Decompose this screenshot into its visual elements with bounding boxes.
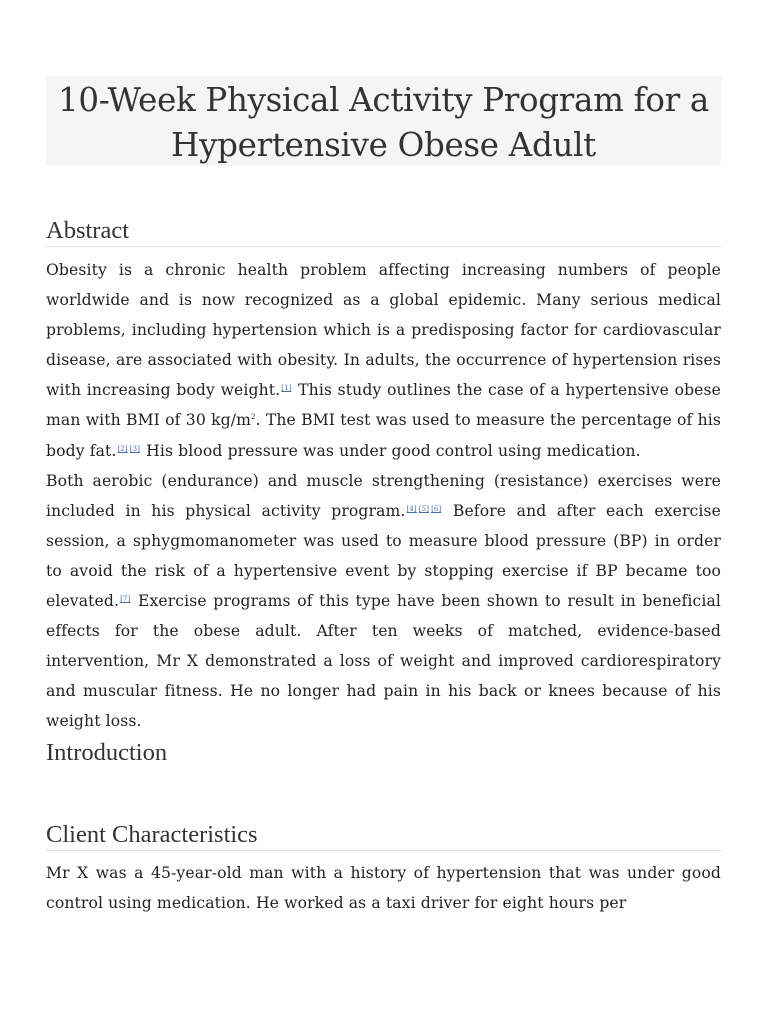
client-paragraph-1: Mr X was a 45-year-old man with a history of hypertension that was under good control using medication. He worked as a taxi driver for eight hours per bbox=[46, 863, 721, 912]
client-characteristics-heading: Client Characteristics bbox=[46, 821, 721, 851]
abstract-p1-text-1: Obesity is a chronic health problem affecting increasing numbers of people worldwide and is now recognized as a global epidemic. Many serious medical problems, including hypertension which is a predisposing factor for cardiovascular disease, are associated with obesity. In adults, the occurrence of hypertension rises with increasing body weight. bbox=[46, 261, 721, 400]
citation-link-6[interactable]: [6] bbox=[431, 504, 442, 513]
abstract-p2-text-3: Exercise programs of this type have been shown to result in beneficial effects for the obese adult. After ten weeks of matched, evidence-based intervention, Mr X demonstrated a loss of weight and improved cardiorespiratory and muscular fitness. He no longer had pain in his back or knees because of his weight loss. bbox=[46, 592, 721, 731]
abstract-heading: Abstract bbox=[46, 217, 721, 247]
abstract-paragraph-1 bbox=[46, 255, 721, 466]
abstract-p1-text-3: . The BMI test was used to measure the percentage of his body fat. bbox=[46, 411, 721, 460]
abstract-paragraph-2 bbox=[46, 466, 721, 737]
abstract-p2-text-2: Before and after each exercise session, a sphygmomanometer was used to measure blood pressure (BP) in order to avoid the risk of a hypertensive event by stopping exercise if BP became too elevated. bbox=[46, 501, 721, 611]
citation-link-1[interactable]: [1] bbox=[281, 384, 292, 393]
introduction-heading: Introduction bbox=[46, 738, 168, 766]
citation-link-3[interactable]: [3] bbox=[129, 444, 141, 453]
abstract-p2-text-1: Both aerobic (endurance) and muscle strengthening (resistance) exercises were included in his physical activity program. bbox=[46, 471, 721, 520]
article-title: 10-Week Physical Activity Program for a Hypertensive Obese Adult bbox=[46, 76, 721, 166]
abstract-p1-text-2: This study outlines the case of a hypertensive obese man with BMI of 30 kg/m bbox=[46, 381, 722, 430]
unit-superscript: 2 bbox=[251, 413, 256, 422]
citation-link-5[interactable]: [5] bbox=[418, 504, 430, 513]
citation-link-7[interactable]: [7] bbox=[120, 595, 131, 604]
citation-link-4[interactable]: [4] bbox=[406, 504, 417, 513]
abstract-p1-text-4: His blood pressure was under good control using medication. bbox=[141, 441, 641, 460]
citation-link-2[interactable]: [2] bbox=[117, 444, 128, 453]
article bbox=[46, 76, 721, 918]
